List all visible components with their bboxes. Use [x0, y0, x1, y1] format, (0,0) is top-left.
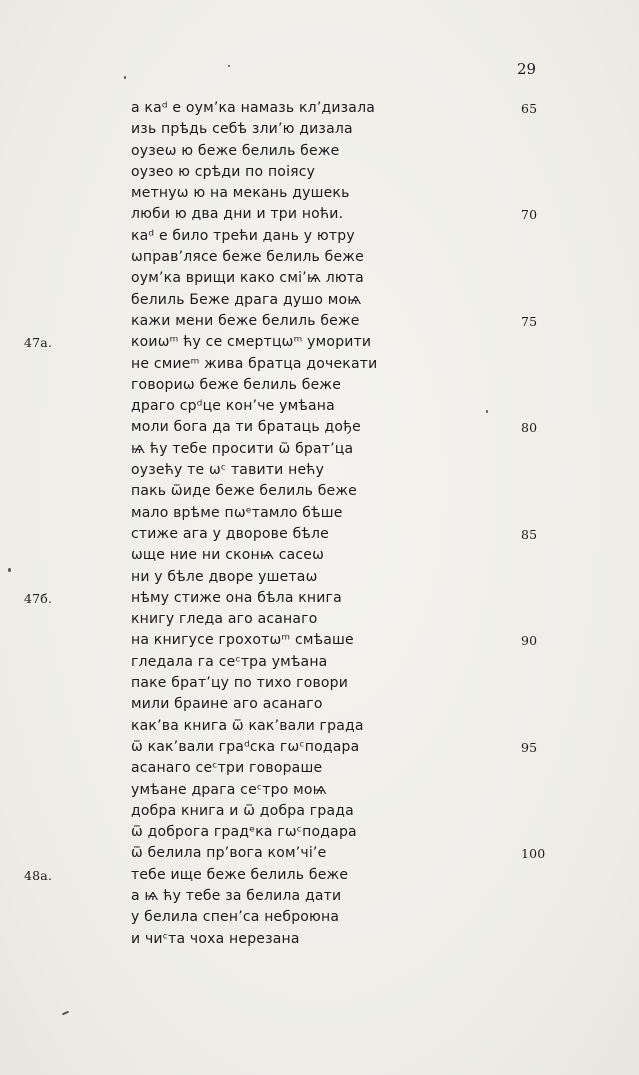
poem-line [131, 354, 491, 375]
poem-line [131, 204, 538, 225]
poem-line [131, 524, 538, 545]
poem-line [131, 737, 538, 758]
ink-speck [124, 76, 126, 79]
ink-speck [486, 410, 488, 413]
line-text: на книгусе грохотѡᵐ смѣаше [131, 632, 354, 649]
poem-line [131, 801, 491, 822]
poem-line [131, 843, 546, 864]
poem-line [131, 694, 491, 715]
ink-speck [8, 568, 11, 572]
line-text: ѿ белила пр’вога ком’чі’е [131, 845, 327, 862]
line-number: 95 [521, 739, 538, 755]
poem-line [131, 630, 538, 651]
poem-line [131, 162, 491, 183]
line-text: книгу гледа аго асанаго [131, 611, 318, 628]
poem-line [131, 609, 491, 630]
line-text: мало врѣме пѡᵉтамло бѣше [131, 504, 343, 521]
poem-line [131, 907, 491, 928]
poem-line [131, 290, 491, 311]
line-text: ѿ как’вали граᵈска гѡᶜподара [131, 738, 360, 755]
line-text: ѡще ние ни сконѩ сасеѡ [131, 547, 325, 564]
line-text: паке брат’цу по тихо говори [131, 675, 349, 692]
poem-line [131, 268, 491, 289]
folio-marker: 47б. [24, 590, 53, 606]
poem-line [131, 567, 491, 588]
poem-line [131, 141, 491, 162]
line-text: добра книга и ѿ добра града [131, 802, 354, 819]
line-text: не смиеᵐ жива братца дочекати [131, 355, 378, 372]
line-text: драго срᵈце кон’че умѣана [131, 398, 335, 415]
poem-line [131, 439, 491, 460]
poem-line [131, 758, 491, 779]
poem-line [131, 652, 491, 673]
line-text: коиѡᵐ ћу се смертцѡᵐ уморити [131, 334, 372, 351]
line-number: 80 [521, 420, 538, 436]
line-text: тебе ище беже белиль беже [131, 866, 349, 883]
poem-lines [24, 98, 546, 950]
line-text: метнуѡ ю на мекань душекь [131, 185, 350, 202]
line-text: ѿ доброга градᵉка гѡᶜподара [131, 824, 357, 841]
line-text: кажи мени беже белиль беже [131, 312, 360, 329]
line-text: а каᵈ е оум’ка намазь кл’дизала [131, 100, 376, 116]
line-number: 70 [521, 207, 538, 223]
line-text: и чиᶜта чоха нерезана [131, 930, 300, 947]
poem-line [131, 545, 491, 566]
line-text: белиль Беже драга душо моѩ [131, 291, 362, 308]
page-number: 29 [517, 60, 537, 78]
folio-marker: 47а. [24, 335, 53, 351]
line-number: 85 [521, 526, 538, 542]
line-text: пакь ѿиде беже белиль беже [131, 483, 357, 500]
line-text: а ѩ ћу тебе за белила дати [131, 887, 342, 904]
folio-marker: 48а. [24, 867, 53, 883]
line-text: умѣане драга сеᶜтро моѩ [131, 781, 327, 798]
line-text: оузео ю срѣди по поіясу [131, 163, 316, 180]
line-text: ѡправ’лясе беже белиль беже [131, 249, 364, 266]
poem-line [131, 481, 491, 502]
line-text: изь прѣдь себѣ зли’ю дизала [131, 121, 353, 138]
poem-line [131, 98, 538, 119]
line-text: люби ю два дни и три ноћи. [131, 206, 344, 223]
line-number: 75 [521, 313, 538, 329]
poem-line [131, 183, 491, 204]
poem-line [131, 780, 491, 801]
poem-line [131, 119, 491, 140]
poem-line [131, 226, 491, 247]
line-text: каᵈ е било трећи дань у ютру [131, 227, 355, 244]
poem-line [131, 929, 491, 950]
line-text: асанаго сеᶜтри говораше [131, 760, 323, 777]
poem-line [131, 417, 538, 438]
line-text: гледала га сеᶜтра умѣана [131, 653, 328, 670]
poem-line [131, 716, 491, 737]
poem-line [24, 588, 491, 609]
line-text: ни у бѣле дворе ушетаѡ [131, 568, 318, 585]
line-text: как’ва книга ѿ как’вали града [131, 717, 364, 734]
poem-line [24, 332, 491, 353]
line-number: 90 [521, 633, 538, 649]
line-number: 65 [521, 101, 538, 116]
line-text: оузеѡ ю беже белиль беже [131, 142, 340, 159]
line-text: нѣму стиже она бѣла книга [131, 589, 342, 606]
ink-speck [228, 65, 230, 67]
poem-line [131, 311, 538, 332]
poem-line [131, 503, 491, 524]
line-text: оум’ка врищи како смі’ѩ люта [131, 270, 364, 287]
line-text: стиже ага у дворове бѣле [131, 525, 329, 542]
line-text: ѩ ћу тебе просити ѿ брат’ца [131, 440, 354, 457]
poem-line [131, 460, 491, 481]
poem-line [24, 865, 491, 886]
line-text: мили браине аго асанаго [131, 696, 323, 713]
poem-line [131, 396, 491, 417]
poem-line [131, 822, 491, 843]
poem-line [131, 375, 491, 396]
line-text: у белила спен’са неброюна [131, 909, 340, 926]
line-text: оузећу те ѡᶜ тавити нећу [131, 462, 325, 479]
poem-line [131, 886, 491, 907]
poem-line [131, 673, 491, 694]
line-text: говориѡ беже белиль беже [131, 376, 342, 393]
line-text: моли бога да ти братаць дође [131, 419, 361, 436]
poem-line [131, 247, 491, 268]
line-number: 100 [521, 846, 546, 862]
ink-speck [62, 1011, 69, 1016]
